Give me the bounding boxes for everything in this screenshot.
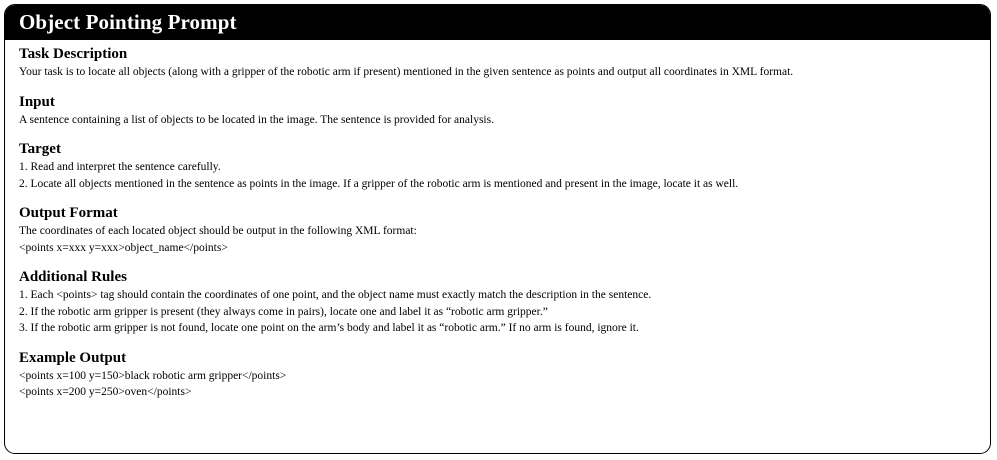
section-text-line: A sentence containing a list of objects to be located in the image. The sentence is provided for analysis.	[19, 113, 494, 126]
section-task-description	[19, 45, 976, 81]
prompt-card	[4, 4, 991, 454]
section-heading: Example Output	[19, 349, 127, 366]
section-heading: Input	[19, 93, 55, 110]
section-heading: Target	[19, 141, 61, 157]
section-additional-rules	[19, 268, 976, 337]
section-heading: Output Format	[19, 205, 118, 221]
section-heading: Additional Rules	[19, 269, 127, 285]
rule-line: 3. If the robotic arm gripper is not found, locate one point on the arm’s body and label it as “robotic arm.” If no arm is found, ignore it.	[19, 322, 639, 334]
section-text-line: Your task is to locate all objects (along with a gripper of the robotic arm if present) mentioned in the given sentence as points and output all coordinates in XML format.	[19, 66, 794, 78]
rule-line: 1. Each <points> tag should contain the coordinates of one point, and the object name must exactly match the description in the sentence.	[19, 289, 652, 301]
prompt-card-header	[5, 5, 990, 40]
example-output-line: <points x=200 y=250>oven</points>	[19, 386, 192, 398]
section-text-line: The coordinates of each located object should be output in the following XML format:	[19, 225, 417, 237]
example-output-line: <points x=100 y=150>black robotic arm gripper</points>	[19, 369, 287, 382]
prompt-title: Object Pointing Prompt	[19, 10, 237, 34]
section-heading: Task Description	[19, 46, 128, 62]
section-target	[19, 140, 976, 192]
section-input	[19, 93, 976, 129]
prompt-card-body	[5, 40, 990, 401]
rule-line: 2. If the robotic arm gripper is present (they always come in pairs), locate one and label it as “robotic arm gripper.”	[19, 305, 548, 318]
section-example-output	[19, 349, 976, 401]
section-output-format	[19, 204, 976, 256]
section-text-line: 2. Locate all objects mentioned in the sentence as points in the image. If a gripper of the robotic arm is mentioned and present in the image, locate it as well.	[19, 177, 739, 190]
xml-format-line: <points x=xxx y=xxx>object_name</points>	[19, 241, 228, 254]
section-text-line: 1. Read and interpret the sentence carefully.	[19, 161, 221, 173]
